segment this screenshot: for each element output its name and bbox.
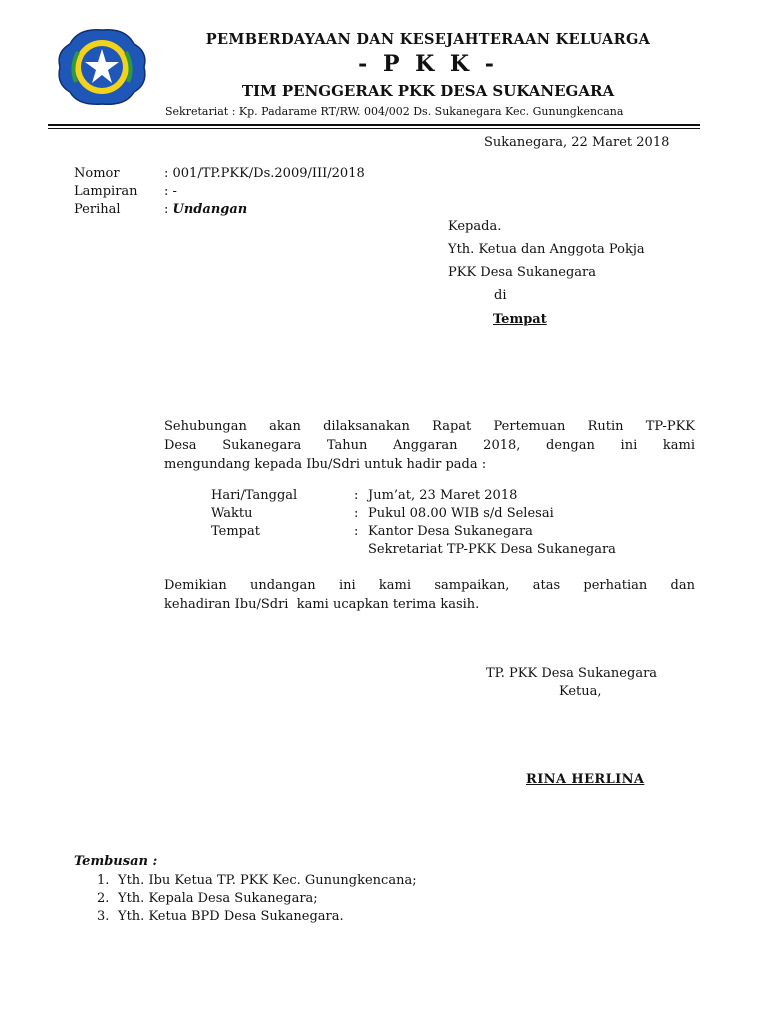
detail-label-place: Tempat (211, 524, 260, 539)
place-date: Sukanegara, 22 Maret 2018 (484, 135, 670, 150)
body-p1-line-1: Sehubungan akan dilaksanakan Rapat Pertemuan Rutin TP-PKK (164, 419, 695, 434)
recipient-line-4: di (494, 288, 507, 303)
detail-label-time: Waktu (211, 506, 253, 521)
signature-role: Ketua, (559, 684, 602, 699)
signatory-name: RINA HERLINA (526, 772, 645, 787)
org-name: PEMBERDAYAAN DAN KESEJAHTERAAN KELUARGA (205, 31, 651, 48)
detail-label-date: Hari/Tanggal (211, 488, 298, 503)
detail-value-time: Pukul 08.00 WIB s/d Selesai (368, 506, 554, 521)
cc-title: Tembusan : (74, 854, 158, 869)
body-p1-line-3: mengundang kepada Ibu/Sdri untuk hadir pada : (164, 457, 487, 472)
detail-value-place-2: Sekretariat TP-PKK Desa Sukanegara (368, 542, 616, 557)
cc-item-number: 1. (97, 873, 110, 888)
cc-item-text: Yth. Ketua BPD Desa Sukanegara. (118, 909, 344, 924)
recipient-line-3: PKK Desa Sukanegara (448, 265, 596, 280)
meta-value-lampiran: : - (164, 184, 177, 199)
body-p2-line-2: kehadiran Ibu/Sdri kami ucapkan terima kasih. (164, 597, 480, 612)
detail-value-date: Jum’at, 23 Maret 2018 (368, 488, 518, 503)
recipient-line-2: Yth. Ketua dan Anggota Pokja (448, 242, 645, 257)
header-divider-thin (48, 128, 700, 129)
meta-label-perihal: Perihal (74, 202, 121, 217)
detail-colon-place: : (354, 524, 359, 539)
team-name: TIM PENGGERAK PKK DESA SUKANEGARA (241, 82, 615, 100)
org-address: Sekretariat : Kp. Padarame RT/RW. 004/002 Ds. Sukanegara Kec. Gunungkencana (165, 105, 624, 118)
cc-item-number: 3. (97, 909, 110, 924)
pkk-logo (48, 22, 156, 112)
detail-value-place: Kantor Desa Sukanegara (368, 524, 533, 539)
recipient-line-1: Kepada. (448, 219, 502, 234)
cc-item-number: 2. (97, 891, 110, 906)
header-divider-thick (48, 124, 700, 126)
signature-org: TP. PKK Desa Sukanegara (486, 666, 658, 681)
meta-label-lampiran: Lampiran (74, 184, 138, 199)
meta-value-nomor: : 001/TP.PKK/Ds.2009/III/2018 (164, 166, 365, 181)
meta-value-perihal (164, 202, 247, 217)
body-p1-line-2: Desa Sukanegara Tahun Anggaran 2018, dengan ini kami (164, 438, 695, 453)
perihal-subject: Undangan (172, 202, 248, 217)
detail-colon-time: : (354, 506, 359, 521)
cc-item-text: Yth. Ibu Ketua TP. PKK Kec. Gunungkencana; (118, 873, 417, 888)
perihal-colon: : (164, 202, 173, 217)
cc-item-text: Yth. Kepala Desa Sukanegara; (118, 891, 318, 906)
recipient-line-5: Tempat (493, 312, 547, 327)
meta-label-nomor: Nomor (74, 166, 120, 181)
org-abbreviation: - P K K - (358, 51, 498, 77)
detail-colon-date: : (354, 488, 359, 503)
body-p2-line-1: Demikian undangan ini kami sampaikan, atas perhatian dan (164, 578, 695, 593)
